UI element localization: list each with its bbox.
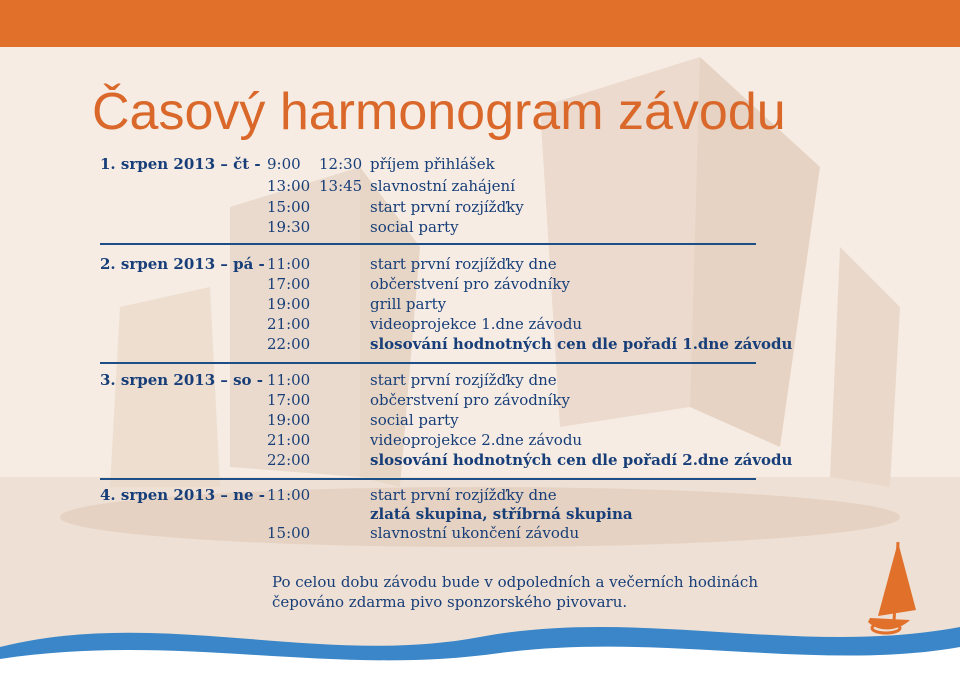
page-title: Časový harmonogram závodu: [92, 83, 786, 141]
event-text: videoprojekce 2.dne závodu: [370, 431, 583, 449]
event-text: start první rozjížďky dne: [370, 255, 557, 273]
start-time: 19:30: [267, 218, 311, 236]
start-time: 17:00: [267, 391, 311, 409]
end-time: 12:30: [319, 155, 363, 173]
event-text: příjem přihlášek: [370, 155, 495, 173]
footer-note: [272, 572, 758, 612]
event-text: slosování hodnotných cen dle pořadí 2.dne závodu: [370, 451, 793, 469]
start-time: 17:00: [267, 275, 311, 293]
day-label: 3. srpen 2013 – so -: [100, 371, 263, 389]
event-text: občerstvení pro závodníky: [370, 391, 570, 409]
end-time: 13:45: [319, 177, 363, 195]
sailboat-logo-icon: [840, 540, 920, 640]
event-text: slavnostní ukončení závodu: [370, 524, 580, 542]
event-text: slosování hodnotných cen dle pořadí 1.dne závodu: [370, 335, 793, 353]
event-text: slavnostní zahájení: [370, 177, 515, 195]
start-time: 22:00: [267, 451, 311, 469]
day-label: 4. srpen 2013 – ne -: [100, 486, 265, 504]
event-text: social party: [370, 411, 459, 429]
event-text: start první rozjížďky: [370, 198, 524, 216]
section-divider: [100, 243, 756, 245]
start-time: 15:00: [267, 524, 311, 542]
footer-line-2: čepováno zdarma pivo sponzorského pivovaru.: [272, 593, 628, 611]
start-time: 11:00: [267, 255, 311, 273]
top-orange-band: [0, 0, 960, 47]
event-text: zlatá skupina, stříbrná skupina: [370, 505, 633, 523]
day-label: 1. srpen 2013 – čt -: [100, 155, 261, 173]
start-time: 11:00: [267, 486, 311, 504]
start-time: 15:00: [267, 198, 311, 216]
start-time: 11:00: [267, 371, 311, 389]
footer-line-1: Po celou dobu závodu bude v odpoledních a večerních hodinách: [272, 573, 758, 591]
event-text: start první rozjížďky dne: [370, 371, 557, 389]
start-time: 21:00: [267, 315, 311, 333]
event-text: social party: [370, 218, 459, 236]
event-text: grill party: [370, 295, 447, 313]
event-text: start první rozjížďky dne: [370, 486, 557, 504]
start-time: 21:00: [267, 431, 311, 449]
day-label: 2. srpen 2013 – pá -: [100, 255, 265, 273]
section-divider: [100, 478, 756, 480]
event-text: videoprojekce 1.dne závodu: [370, 315, 583, 333]
start-time: 13:00: [267, 177, 311, 195]
start-time: 19:00: [267, 411, 311, 429]
event-text: občerstvení pro závodníky: [370, 275, 570, 293]
start-time: 19:00: [267, 295, 311, 313]
section-divider: [100, 362, 756, 364]
start-time: 9:00: [267, 155, 301, 173]
start-time: 22:00: [267, 335, 311, 353]
